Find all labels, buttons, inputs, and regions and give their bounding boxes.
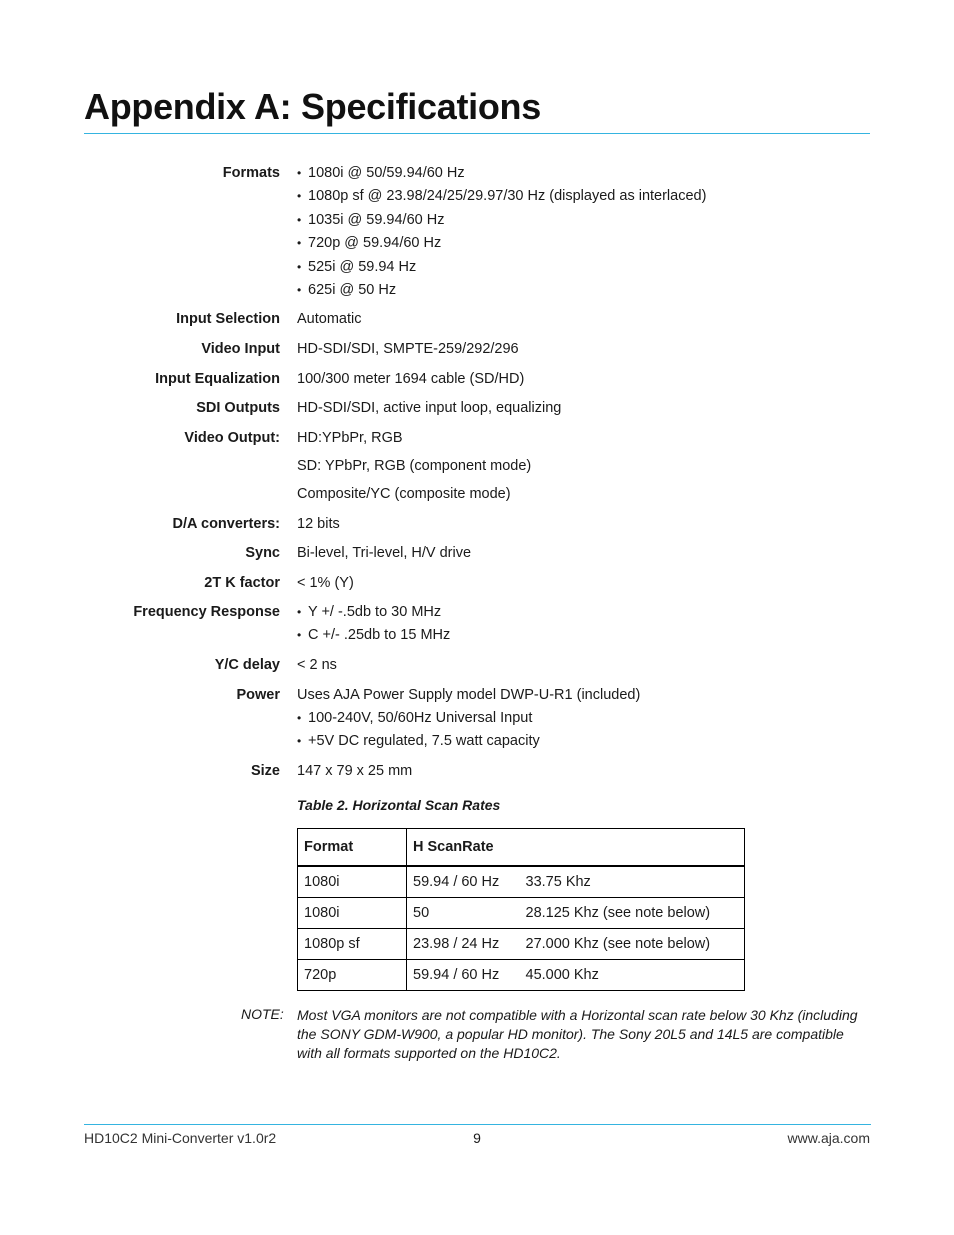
spec-label: 2T K factor	[204, 575, 280, 591]
table-cell: 1080p sf	[298, 929, 407, 960]
spec-label: Video Output:	[184, 430, 280, 446]
table-row	[298, 929, 745, 960]
spec-value: HD-SDI/SDI, active input loop, equalizing	[297, 400, 562, 416]
spec-label: Frequency Response	[133, 604, 280, 620]
scan-rates-table	[297, 828, 745, 991]
spec-value: < 2 ns	[297, 657, 337, 673]
list-item: • 525i @ 59.94 Hz	[297, 258, 706, 281]
spec-label: Input Selection	[176, 311, 280, 327]
table-cell: 27.000 Khz (see note below)	[520, 929, 745, 960]
formats-list	[297, 164, 706, 304]
table-cell: 59.94 / 60 Hz	[407, 866, 520, 898]
table-cell: 28.125 Khz (see note below)	[520, 898, 745, 929]
spec-value-line: Composite/YC (composite mode)	[297, 486, 511, 502]
spec-value: 100/300 meter 1694 cable (SD/HD)	[297, 371, 525, 387]
list-item: • 1035i @ 59.94/60 Hz	[297, 211, 706, 234]
spec-value: Uses AJA Power Supply model DWP-U-R1 (included)	[297, 687, 641, 703]
spec-label: Power	[236, 687, 280, 703]
spec-value: Bi-level, Tri-level, H/V drive	[297, 545, 472, 561]
column-header: Format	[298, 829, 407, 867]
list-item: • 1080p sf @ 23.98/24/25/29.97/30 Hz (displayed as interlaced)	[297, 187, 706, 210]
table-cell: 23.98 / 24 Hz	[407, 929, 520, 960]
spec-label: Size	[250, 763, 280, 779]
spec-label: Formats	[222, 165, 280, 181]
table-cell: 59.94 / 60 Hz	[407, 960, 520, 991]
footer-website: www.aja.com	[787, 1130, 870, 1146]
spec-value: < 1% (Y)	[297, 575, 354, 591]
spec-value-line: SD: YPbPr, RGB (component mode)	[297, 458, 532, 474]
spec-label: Sync	[245, 545, 280, 561]
table-cell: 50	[407, 898, 520, 929]
list-item: • 100-240V, 50/60Hz Universal Input	[297, 709, 540, 732]
list-item: • 1080i @ 50/59.94/60 Hz	[297, 164, 706, 187]
table-cell: 33.75 Khz	[520, 866, 745, 898]
title-divider	[84, 133, 870, 134]
frequency-response-list	[297, 603, 450, 650]
table-row	[298, 866, 745, 898]
table-header-row	[298, 829, 745, 867]
list-item: • 720p @ 59.94/60 Hz	[297, 234, 706, 257]
footer-divider	[84, 1124, 871, 1125]
table-row	[298, 960, 745, 991]
note-text: Most VGA monitors are not compatible with a Horizontal scan rate below 30 Khz (including the SONY GDM-W900, a popular HD monitor). The Sony 20L5 and 14L5 are compatible with all formats supported on the HD10C2.	[297, 1007, 858, 1061]
column-header: H ScanRate	[407, 829, 520, 867]
column-header	[520, 829, 745, 867]
spec-value: 147 x 79 x 25 mm	[297, 763, 413, 779]
spec-value: Automatic	[297, 311, 362, 327]
table-cell: 720p	[298, 960, 407, 991]
spec-value: 12 bits	[297, 516, 340, 532]
list-item: • +5V DC regulated, 7.5 watt capacity	[297, 732, 540, 755]
list-item: • 625i @ 50 Hz	[297, 281, 706, 304]
spec-label: Video Input	[201, 341, 280, 357]
note-label: NOTE:	[241, 1006, 284, 1022]
spec-value: HD:YPbPr, RGB	[297, 430, 403, 446]
page-title: Appendix A: Specifications	[84, 86, 541, 127]
table-cell: 1080i	[298, 866, 407, 898]
spec-label: SDI Outputs	[196, 400, 280, 416]
power-list	[297, 709, 540, 756]
footer-document-title: HD10C2 Mini-Converter v1.0r2	[84, 1130, 277, 1146]
list-item: • Y +/ -.5db to 30 MHz	[297, 603, 450, 626]
page-number: 9	[473, 1130, 481, 1146]
spec-value: HD-SDI/SDI, SMPTE-259/292/296	[297, 341, 519, 357]
spec-label: Y/C delay	[214, 657, 280, 673]
table-cell: 45.000 Khz	[520, 960, 745, 991]
spec-label: D/A converters:	[172, 516, 280, 532]
list-item: • C +/- .25db to 15 MHz	[297, 626, 450, 649]
table-caption: Table 2. Horizontal Scan Rates	[297, 797, 501, 813]
table-row	[298, 898, 745, 929]
spec-label: Input Equalization	[155, 371, 280, 387]
table-cell: 1080i	[298, 898, 407, 929]
